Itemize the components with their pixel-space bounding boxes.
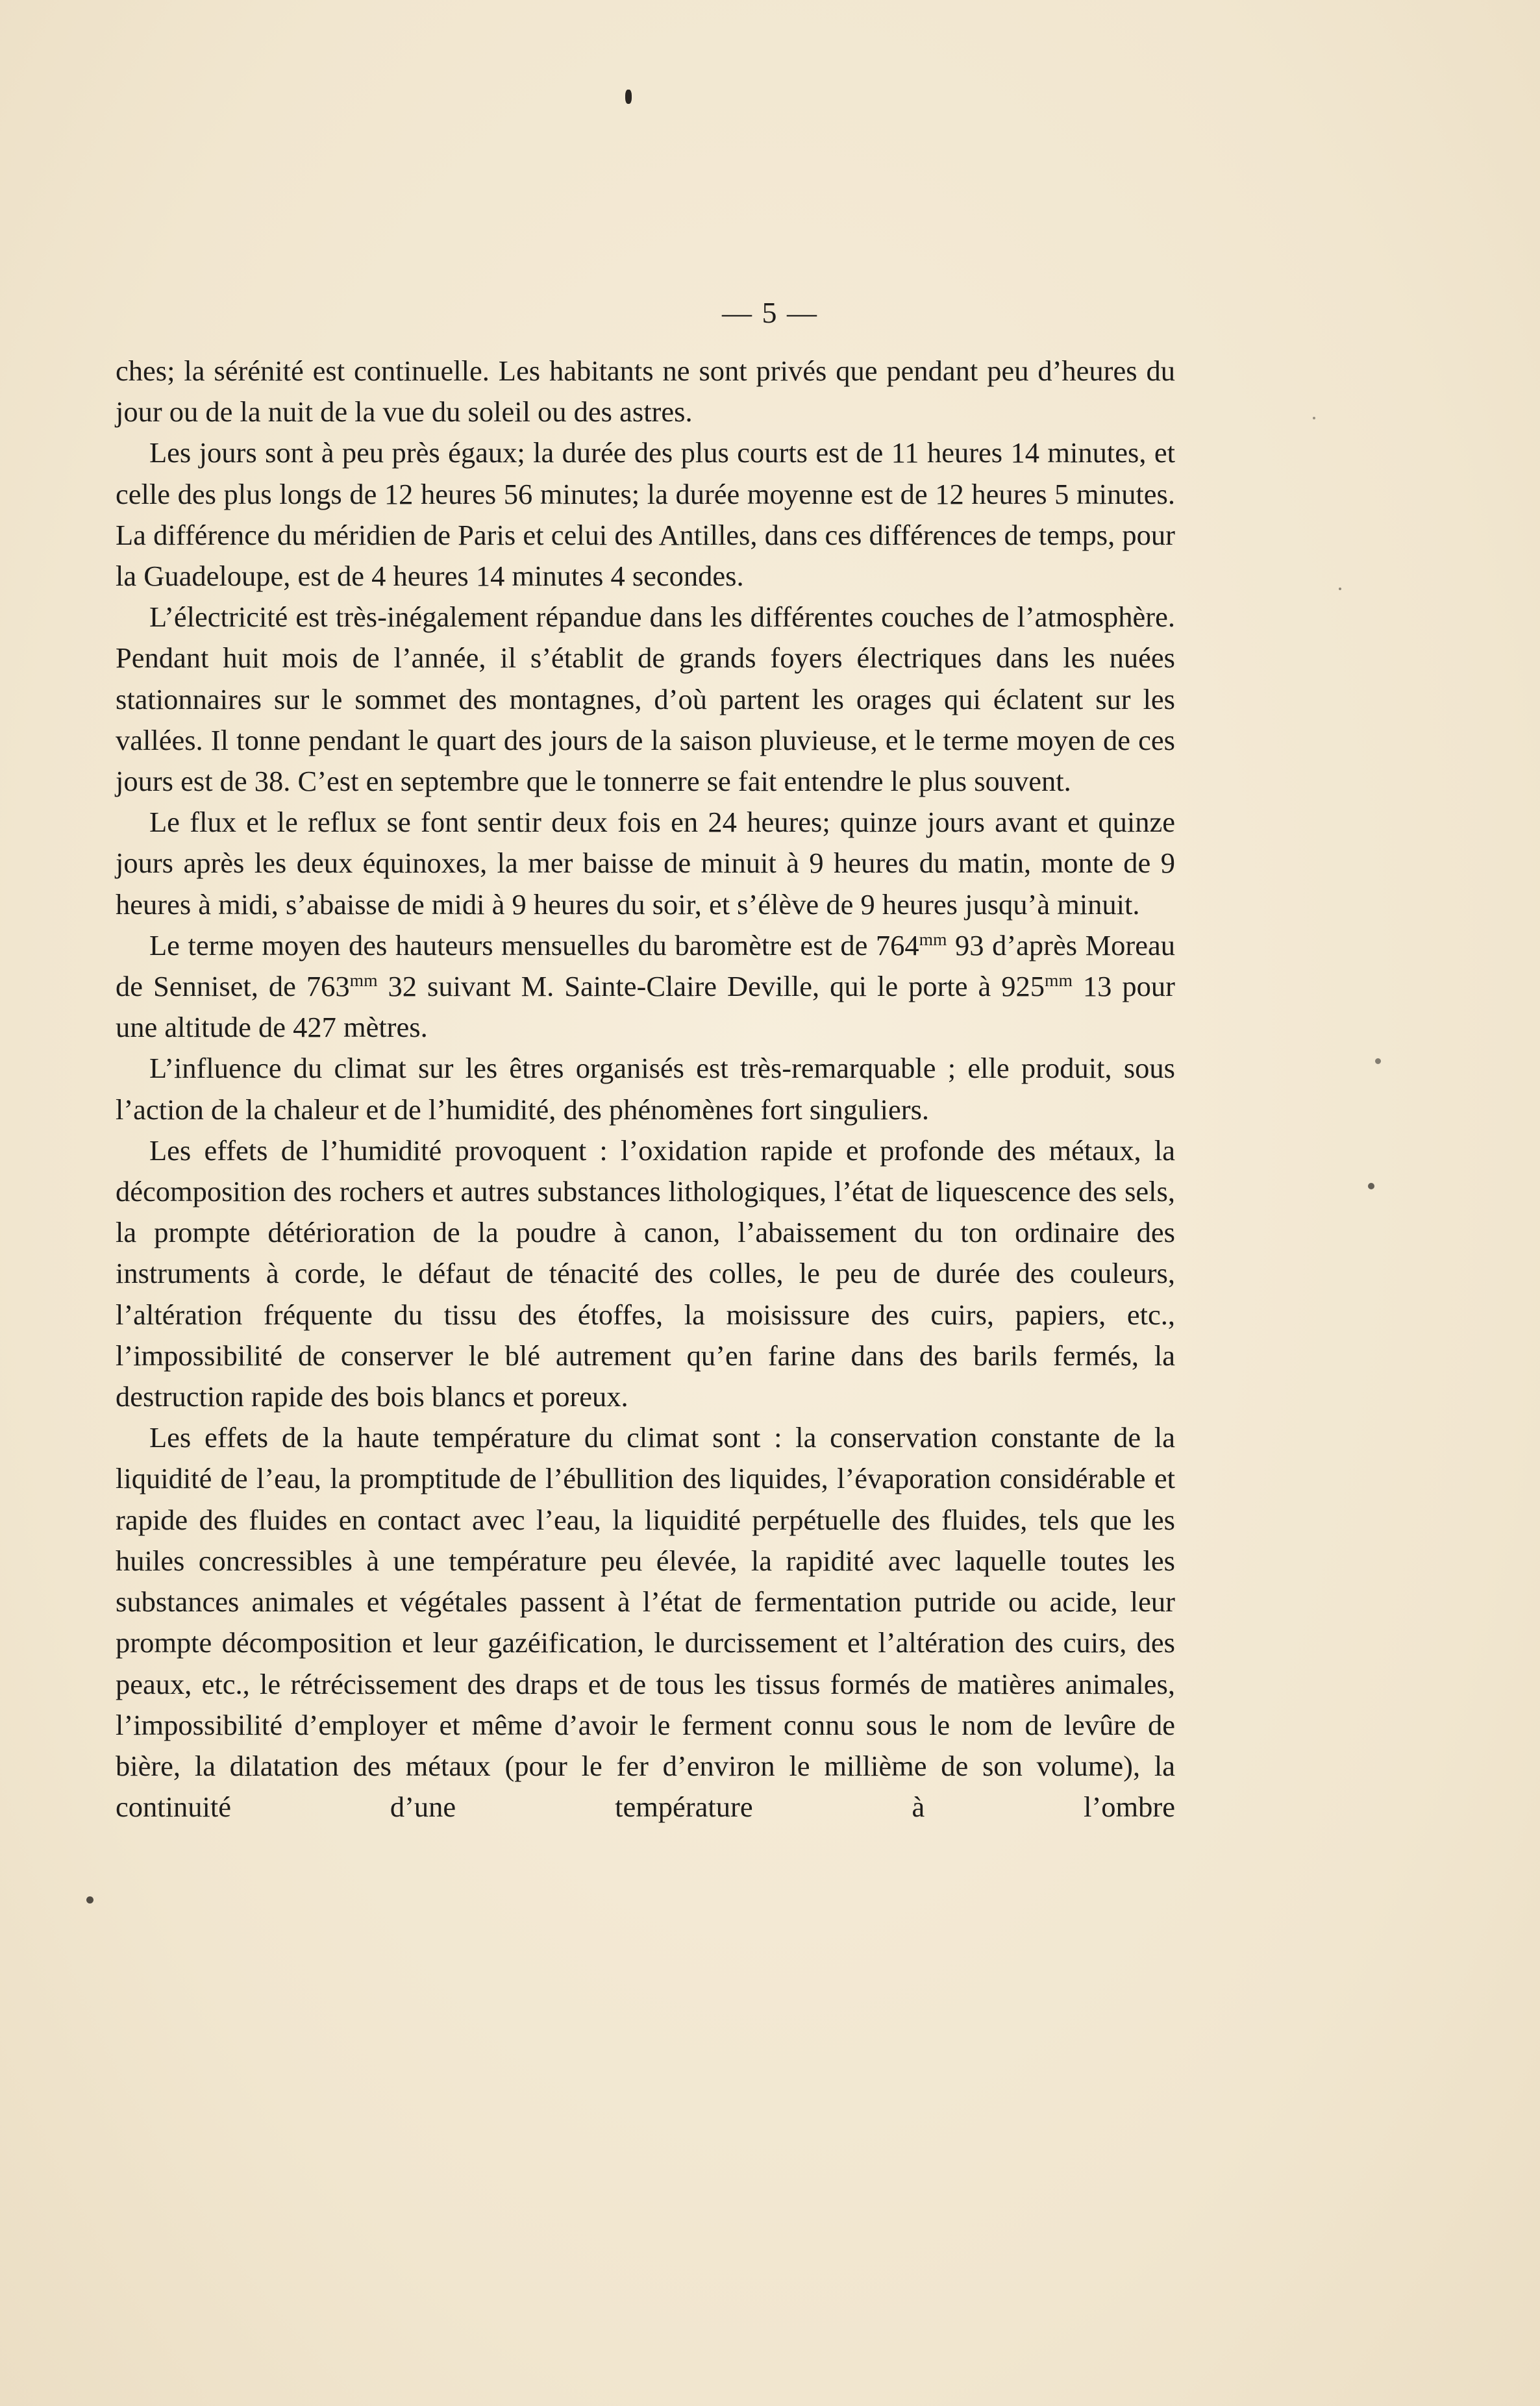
paragraph-tides: Le flux et le reflux se font sentir deux fois en 24 heures; quinze jours avant et quinze jours après les deux équinoxes, la mer baisse de minuit à 9 heures du matin, monte de 9 heures à midi, s’abaisse de midi à 9 heures du soir, et s’élève de 9 heures jusqu’à minuit.	[116, 806, 1175, 921]
ink-speck	[625, 90, 632, 104]
barometer-text-1: Le terme moyen des hauteurs mensuelles du baromètre est de 764	[149, 928, 919, 961]
ink-speck	[1339, 588, 1341, 590]
unit-mm: mm	[349, 969, 378, 990]
ink-speck	[1313, 417, 1315, 419]
paragraph-humidity-effects: Les effets de l’humidité provoquent : l’oxidation rapide et profonde des métaux, la décomposition des rochers et autres substances lithologiques, l’état de liquescence des sels, la prompte détérioration de la poudre à canon, l’abaissement du ton ordinaire des instruments à corde, le défaut de ténacité des colles, le peu de durée des couleurs, l’altération fréquente du tissu des étoffes, la moisissure des cuirs, papiers, etc., l’impossibilité de conserver le blé autrement qu’en farine dans des barils fermés, la destruction rapide des bois blancs et poreux.	[116, 1134, 1175, 1413]
body-text	[116, 351, 1175, 1828]
unit-mm: mm	[1045, 969, 1073, 990]
paragraph-electricity: L’électricité est très-inégalement répandue dans les différentes couches de l’atmosphère. Pendant huit mois de l’année, il s’établit de grands foyers électriques dans les nuées stationnaires sur le sommet des montagnes, d’où partent les orages qui éclatent sur les vallées. Il tonne pendant le quart des jours de la saison pluvieuse, et le terme moyen de ces jours est de 38. C’est en septembre que le tonnerre se fait entendre le plus souvent.	[116, 601, 1175, 798]
ink-speck	[1375, 1058, 1381, 1064]
paragraph-continuation: ches; la sérénité est continuelle. Les habitants ne sont privés que pendant peu d’heures du jour ou de la nuit de la vue du soleil ou des astres.	[116, 354, 1175, 428]
barometer-text-2: 93 d’après Moreau de Senniset, de 763	[116, 928, 1175, 1003]
unit-mm: mm	[919, 928, 947, 949]
ink-speck	[86, 1896, 93, 1904]
paragraph-barometer	[116, 925, 1175, 1048]
barometer-text-4: 13 pour une altitude de 427 mètres.	[116, 970, 1175, 1044]
ink-speck	[1368, 1183, 1374, 1189]
paragraph-day-length: Les jours sont à peu près égaux; la durée des plus courts est de 11 heures 14 minutes, et celle des plus longs de 12 heures 56 minutes; la durée moyenne est de 12 heures 5 minutes. La différence du méridien de Paris et celui des Antilles, dans ces différences de temps, pour la Guadeloupe, est de 4 heures 14 minutes 4 secondes.	[116, 436, 1175, 593]
paragraph-temperature-effects: Les effets de la haute température du climat sont : la conservation constante de la liquidité de l’eau, la promptitude de l’ébullition des liquides, l’évaporation considérable et rapide des fluides en contact avec l’eau, la liquidité perpétuelle des fluides, tels que les huiles concressibles à une température peu élevée, la rapidité avec laquelle toutes les substances animales et végétales passent à l’état de fermentation putride ou acide, leur prompte décomposition et leur gazéification, le durcissement et l’altération des cuirs, des peaux, etc., le rétrécissement des draps et de tous les tissus formés de matières animales, l’impossibilité d’employer et même d’avoir le ferment connu sous le nom de levûre de bière, la dilatation des métaux (pour le fer d’environ le millième de son volume), la continuité d’une température à l’ombre	[116, 1421, 1175, 1824]
barometer-text-3: 32 suivant M. Sainte-Claire Deville, qui le porte à 925	[377, 970, 1045, 1003]
page-number: — 5 —	[722, 296, 818, 329]
paragraph-climate-influence: L’influence du climat sur les êtres organisés est très-remarquable ; elle produit, sous l’action de la chaleur et de l’humidité, des phénomènes fort singuliers.	[116, 1052, 1175, 1126]
